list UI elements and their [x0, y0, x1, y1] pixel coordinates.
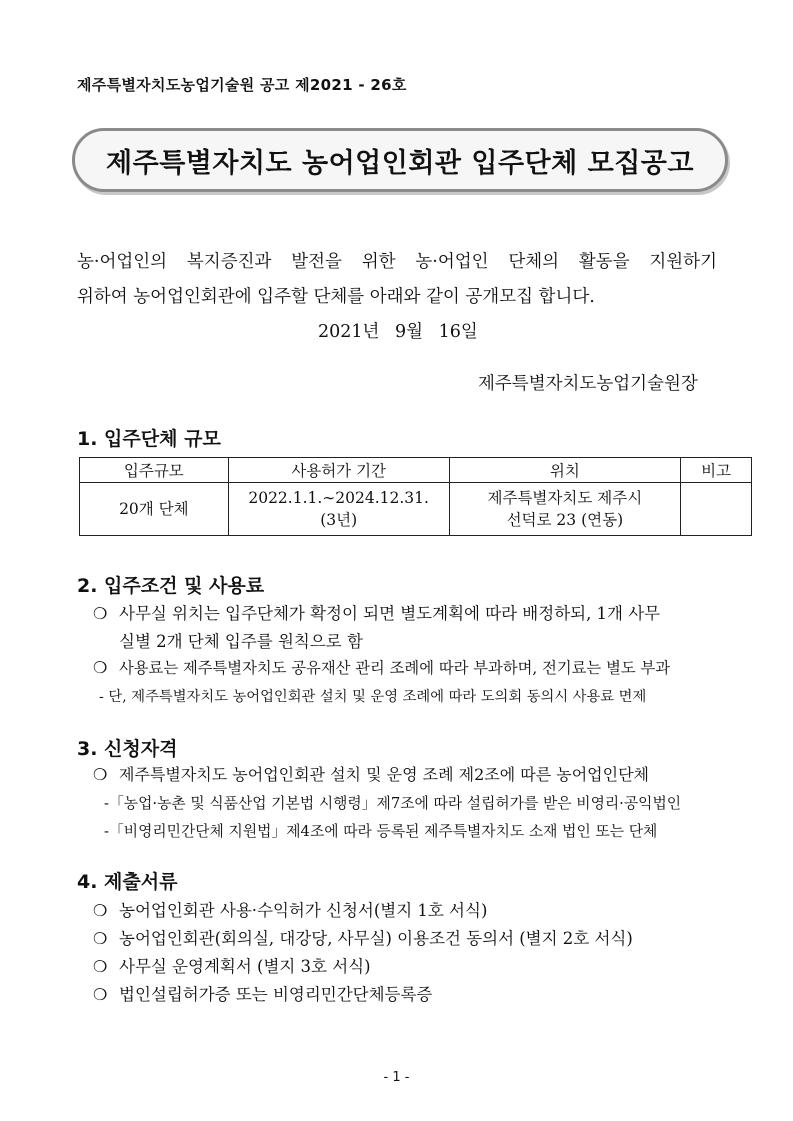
bullet-circle-icon: ❍	[93, 929, 108, 948]
bullet-circle-icon: ❍	[93, 765, 108, 784]
section-4-heading: 4. 제출서류	[77, 871, 178, 893]
table-row	[80, 483, 752, 536]
period-line-2: (3년)	[320, 511, 358, 529]
notice-number: 제주특별자치도농업기술원 공고 제2021 - 26호	[77, 76, 407, 94]
remark-cell	[681, 483, 752, 536]
list-item-text: 제주특별자치도 농어업인회관 설치 및 운영 조례 제2조에 따른 농어업인단체	[119, 765, 650, 784]
intro-line-2: 위하여 농어업인회관에 입주할 단체를 아래와 같이 공개모집 합니다.	[77, 287, 595, 307]
list-item-text: 농어업인회관(회의실, 대강당, 사무실) 이용조건 동의서 (별지 2호 서식)	[119, 929, 633, 948]
notice-date: 2021년 9월 16일	[318, 322, 478, 342]
list-item	[93, 953, 371, 977]
scale-table	[79, 457, 752, 536]
table-header-cell: 사용허가 기간	[228, 458, 449, 483]
list-item-continuation: 실별 2개 단체 입주를 원칙으로 함	[119, 632, 363, 651]
list-item-text: 법인설립허가증 또는 비영리민간단체등록증	[119, 985, 433, 1004]
bullet-circle-icon: ❍	[93, 985, 108, 1004]
table-header-cell: 비고	[681, 458, 752, 483]
table-header-cell: 입주규모	[80, 458, 229, 483]
intro-line-1: 농·어업인의 복지증진과 발전을 위한 농·어업인 단체의 활동을 지원하기	[77, 252, 717, 272]
location-cell	[449, 483, 681, 536]
list-sub-item: -「농업·농촌 및 식품산업 기본법 시행령」제7조에 따라 설립허가를 받은 비영리·공익법인	[104, 795, 682, 812]
bullet-circle-icon: ❍	[93, 604, 108, 623]
location-line-1: 제주특별자치도 제주시	[487, 489, 643, 507]
issuer-name: 제주특별자치도농업기술원장	[478, 374, 698, 394]
list-item-text: 사무실 위치는 입주단체가 확정이 되면 별도계획에 따라 배정하되, 1개 사무	[119, 604, 661, 623]
location-line-2: 선덕로 23 (연동)	[506, 511, 624, 529]
list-item-text: 농어업인회관 사용·수익허가 신청서(별지 1호 서식)	[119, 901, 488, 920]
list-item	[93, 925, 633, 949]
scale-cell: 20개 단체	[80, 483, 229, 536]
table-header-cell: 위치	[449, 458, 681, 483]
page-number: - 1 -	[383, 1070, 410, 1085]
section-1-heading: 1. 입주단체 규모	[77, 428, 221, 450]
section-2-heading: 2. 입주조건 및 사용료	[77, 575, 265, 597]
table-header-row	[80, 458, 752, 483]
bullet-circle-icon: ❍	[93, 901, 108, 920]
title-box	[72, 128, 728, 192]
page-title: 제주특별자치도 농어업인회관 입주단체 모집공고	[106, 147, 694, 179]
list-sub-item: -「비영리민간단체 지원법」제4조에 따라 등록된 제주특별자치도 소재 법인 또는 단체	[104, 823, 658, 840]
list-item	[93, 600, 660, 624]
list-sub-item: - 단, 제주특별자치도 농어업인회관 설치 및 운영 조례에 따라 도의회 동의시 사용료 면제	[99, 689, 647, 705]
section-3-heading: 3. 신청자격	[77, 738, 178, 760]
list-item	[93, 897, 487, 921]
period-cell	[228, 483, 449, 536]
bullet-circle-icon: ❍	[93, 957, 108, 976]
list-item	[93, 656, 670, 678]
list-item-text: 사무실 운영계획서 (별지 3호 서식)	[119, 957, 371, 976]
list-item	[93, 981, 432, 1005]
list-item-text: 사용료는 제주특별자치도 공유재산 관리 조례에 따라 부과하며, 전기료는 별도 부과	[119, 659, 671, 677]
period-line-1: 2022.1.1.∼2024.12.31.	[248, 489, 429, 507]
bullet-circle-icon: ❍	[93, 658, 108, 677]
list-item	[93, 762, 649, 785]
